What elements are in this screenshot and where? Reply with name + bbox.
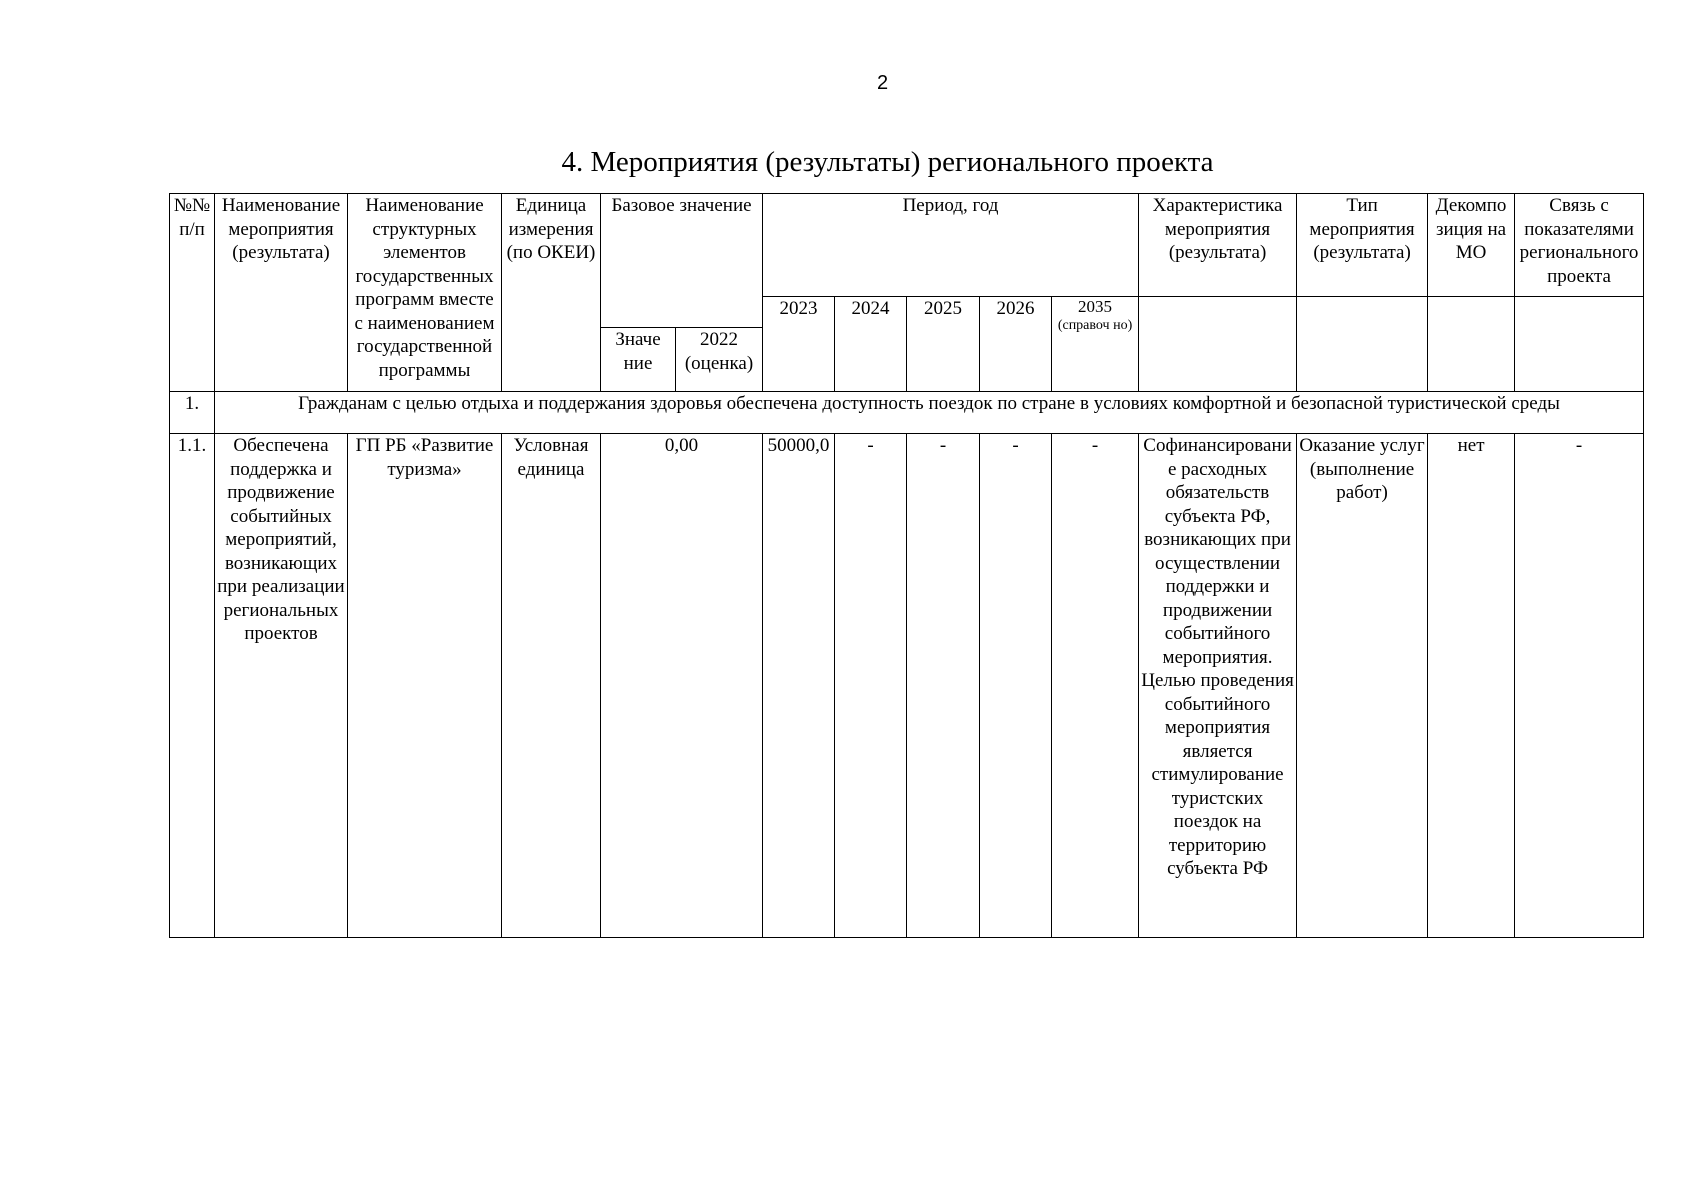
row-name: Обеспечена поддержка и продвижение событийных мероприятий, возникающих при реализации региональных проектов <box>215 434 348 938</box>
header-base-value: Значе ние <box>601 328 676 392</box>
row-link: - <box>1515 434 1644 938</box>
header-period: Период, год <box>763 194 1139 297</box>
goal-row-text: Гражданам с целью отдыха и поддержания здоровья обеспечена доступность поездок по стране в условиях комфортной и безопасной туристической среды <box>215 392 1644 434</box>
page-number: 2 <box>876 72 889 94</box>
header-unit: Единица измерения (по ОКЕИ) <box>502 194 601 392</box>
header-base-year: 2022 (оценка) <box>676 328 763 392</box>
header-name: Наименование мероприятия (результата) <box>215 194 348 392</box>
table-row <box>170 434 1644 938</box>
header-year-2023: 2023 <box>763 297 835 392</box>
row-value-2023: 50000,0 <box>763 434 835 938</box>
goal-row-num: 1. <box>170 392 215 434</box>
header-year-2026: 2026 <box>980 297 1052 392</box>
row-unit: Условная единица <box>502 434 601 938</box>
row-structural: ГП РБ «Развитие туризма» <box>348 434 502 938</box>
header-year-2024: 2024 <box>835 297 907 392</box>
row-value-2025: - <box>907 434 980 938</box>
row-type: Оказание услуг (выполнение работ) <box>1297 434 1428 938</box>
header-link: Связь с показателями регионального проекта <box>1515 194 1644 297</box>
header-num: №№ п/п <box>170 194 215 392</box>
row-decomposition: нет <box>1428 434 1515 938</box>
row-value-2026: - <box>980 434 1052 938</box>
header-year-2035-note: (справоч но) <box>1057 318 1133 333</box>
row-characteristic: Софинансирование расходных обязательств субъекта РФ, возникающих при осуществлении поддержки и продвижении событийного мероприятия. Целью проведения событийного мероприятия является стимулирование туристских поездок на территорию субъекта РФ <box>1139 434 1297 938</box>
row-base-value: 0,00 <box>601 434 763 938</box>
header-year-2025: 2025 <box>907 297 980 392</box>
header-type: Тип мероприятия (результата) <box>1297 194 1428 297</box>
row-value-2035: - <box>1052 434 1139 938</box>
header-base: Базовое значение <box>601 194 763 328</box>
header-characteristic: Характеристика мероприятия (результата) <box>1139 194 1297 297</box>
header-empty-link <box>1515 297 1644 392</box>
header-empty-type <box>1297 297 1428 392</box>
activities-table <box>169 193 1644 938</box>
header-year-2035 <box>1052 297 1139 392</box>
row-value-2024: - <box>835 434 907 938</box>
header-empty-characteristic <box>1139 297 1297 392</box>
section-title: 4. Мероприятия (результаты) регионального проекта <box>561 146 1214 178</box>
header-decomposition: Декомпо зиция на МО <box>1428 194 1515 297</box>
header-structural: Наименование структурных элементов государственных программ вместе с наименованием государственной программы <box>348 194 502 392</box>
row-num: 1.1. <box>170 434 215 938</box>
header-empty-decomposition <box>1428 297 1515 392</box>
header-year-2035-label: 2035 <box>1078 297 1113 316</box>
